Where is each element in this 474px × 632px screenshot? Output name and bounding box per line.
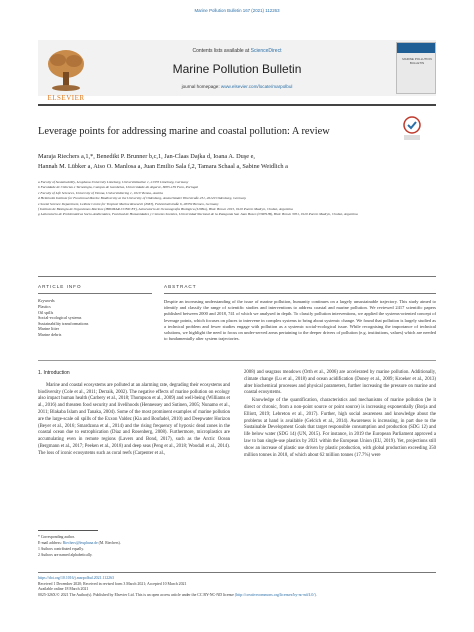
keyword-item: Oil spills — [38, 309, 54, 315]
homepage-link[interactable]: www.elsevier.com/locate/marpolbul — [220, 84, 293, 89]
publisher-name: ELSEVIER — [47, 94, 85, 102]
article-info-heading: ARTICLE INFO — [38, 284, 82, 289]
keyword-item: Marine debris — [38, 331, 62, 337]
body-right-column — [244, 370, 436, 460]
publication-info — [38, 576, 436, 598]
header-divider — [38, 104, 436, 106]
email-label: E-mail address: — [38, 541, 63, 545]
issn-text: 0025-326X/© 2021 The Author(s). Published by Elsevier Ltd. This is an open access article under the CC BY-NC-ND license — [38, 592, 234, 597]
footnote-2: 2 Authors are named alphabetically. — [38, 553, 93, 557]
available-online: Available online 18 March 2021 — [38, 587, 89, 592]
introduction-heading: 1. Introduction — [38, 370, 70, 376]
journal-cover-image — [396, 42, 436, 94]
affiliation-item: b Faculdade de Ciências e Tecnologia, Campus de Gambelas, Universidade do Algarve, 8005-139 Faro, Portugal — [38, 185, 199, 190]
authors-line-2[interactable]: Hannah M. Lübker a, Aiso O. Manlosa a, Juan Emilio Sala f,2, Tamara Schaal a, Sabine Weidlich a — [38, 163, 288, 170]
sciencedirect-link[interactable]: ScienceDirect — [250, 48, 282, 54]
keyword-item: Marine litter — [38, 326, 60, 332]
affiliation-item: e Social Science Department, Leibniz Centre for Tropical Marine Research (ZMT), Fahrenheitstraße 6, 28359 Bremen, Germany — [38, 201, 219, 206]
article-title: Leverage points for addressing marine and coastal pollution: A review — [38, 126, 330, 137]
received-dates: Received 1 December 2020; Received in revised form 3 March 2021; Accepted 10 March 2021 — [38, 581, 187, 586]
journal-title: Marine Pollution Bulletin — [172, 62, 302, 76]
body-paragraph: Marine and coastal ecosystems are polluted at an alarming rate, degrading their ecosystems and biodiversity (Cole et al., 2011; Derraik, 2002). The negative effects of marine pollution on ecology also impact human health (Carbery et al., 2018; Thompson et al., 2009) and well-being (Williams et al., 2016) and threaten food security and livelihoods (Hennessey and Sutinen, 2005; Nunamo et al., 2011; Blakaba Islam and Tanaka, 2004). Some of the most prominent examples of marine pollution are the large-scale oil spills of the Exxon Valdez (Kia and Boufadel, 2010) and Deepwater Horizon (Beyer et al., 2016; Smardzona et al., 2014) and the rising frequency of hypoxic dead zones in the coastal ocean due to eutrophication (Diaz and Rosenberg, 2008). Furthermore, microplastics are accumulating even in remote regions (Lavers and Bond, 2017), such as the Arctic Ocean (Bergmann et al., 2017; Peeken et al., 2018) and deep seas (Peng et al., 2018; Woodall et al., 2014). The loss of iconic ecosystems such as coral reefs (Carpenter et al., — [38, 382, 230, 456]
affiliation-item: a Faculty of Sustainability, Leuphana University Lüneburg, Universitätsallee 1, 21335 Lüneburg, Germany — [38, 180, 189, 184]
cover-title: MARINE POLLUTION BULLETIN — [402, 57, 432, 65]
keywords-label: Keywords — [38, 298, 55, 303]
email-suffix: (M. Riechers). — [97, 541, 121, 545]
affiliation-item: g Laboratorio de Problemáticas Socio-Ambientales, Facultad de Humanidades y Ciencias Sociales, Universidad Nacional de la Patagonia San Juan Bosco (UNPSJB), Blvd. Brown 3051, 9120 Puerto Madryn, Chubut, Argentina — [38, 212, 358, 217]
keyword-item: Sustainability transformations — [38, 320, 89, 326]
affiliation-item: c Faculty of Life Sciences, University of Vienna, Universitätsring 1, 1010 Vienna, Austria — [38, 190, 164, 195]
email-link[interactable]: Riechers@leuphana.de — [62, 541, 98, 545]
abstract-text: Despite an increasing understanding of the issue of marine pollution, humanity continues on a largely unsustainable trajectory. This study aimed to identify and classify the range of scientific studies and interventions to address coastal and marine pollution. We reviewed 2417 scientific papers published between 2000 and 2018, 741 of which we analysed in depth. To classify pollution interventions, we applied the systems-oriented concept of leverage points, which focuses on places to intervene in complex systems to bring about systemic change. We found that pollution is largely studied as a technical problem and fewer studies engage with pollution as a systemic social-ecological issue. While recognising the importance of technical solutions, we highlight the need to focus on under-served areas pertaining to the deeper drivers of pollution (e.g. institutions, values) which are needed to fundamentally alter system trajectories. — [164, 299, 436, 342]
section-divider — [38, 276, 436, 277]
journal-citation[interactable]: Marine Pollution Bulletin 167 (2021) 112263 — [194, 8, 280, 13]
footnotes — [38, 534, 238, 558]
body-left-column — [38, 370, 230, 459]
cover-band — [397, 43, 435, 53]
abstract-bottom-divider — [38, 360, 436, 361]
footer-divider — [38, 572, 436, 573]
abstract-heading: ABSTRACT — [164, 284, 197, 289]
author-list — [38, 152, 436, 172]
corresponding-author-note: * Corresponding author. — [38, 535, 75, 539]
footnote-1: 1 Authors contributed equally. — [38, 547, 84, 551]
doi-link[interactable]: https://doi.org/10.1016/j.marpolbul.2021.112263 — [38, 576, 114, 580]
affiliation-item: d Helmholtz Institute for Functional Marine Biodiversity at the University of Oldenburg, Ammerländer Heerstraße 231, 26129 Oldenburg, Germany — [38, 196, 247, 201]
contents-prefix: Contents lists available at — [192, 48, 251, 54]
body-paragraph: 2008) and seagrass meadows (Orth et al., 2006) are accelerated by marine pollution. Additionally, climate change (Lu et al., 2018) and ocean acidification (Doney et al., 2009; Kroeker et al., 2013) alter biochemical processes and physical parameters, further increasing the pressure on marine and coastal ecosystems. — [244, 370, 436, 396]
footnote-divider — [38, 530, 98, 531]
authors-line-1[interactable]: Maraja Riechers a,1,*, Benedikt P. Brunner b,c,1, Jan-Claas Dajka d, Ioana A. Duşe e, — [38, 153, 256, 160]
abstract-divider — [164, 293, 436, 294]
license-link[interactable]: (http://creativecommons.org/licenses/by-nc-nd/4.0/). — [234, 592, 317, 597]
article-info-divider — [38, 293, 152, 294]
keyword-item: Social-ecological systems — [38, 315, 82, 321]
homepage-prefix: journal homepage: — [181, 84, 221, 89]
affiliation-list — [38, 180, 436, 218]
keyword-item: Plastics — [38, 304, 51, 309]
body-paragraph: Knowledge of the quantification, characteristics and mechanisms of marine pollution (be it direct or chronic, from a non-point source or point source) is increasing exponentially (Borja and Elliott, 2019; Lebreton et al., 2017). Further, high social awareness and knowledge about the problems at hand is available (Gelcich et al., 2014). Awareness is increasing, in part due to the Sustainable Development Goals that target responsible consumption and production (SDG 12) and life below water (SDG 14) (UN, 2015). For instance, in 2019 the European Parliament approved a law to ban single-use plastics by 2021 within the European Union (EU, 2019). Yet, projections still show an increase of plastic use driven by plastic production, with global production exceeding 350 million tonnes in 2018, of which about 62 million tonnes (17.7%) were — [244, 398, 436, 458]
issn-license — [38, 593, 436, 599]
keywords-list — [38, 304, 152, 338]
check-for-updates-icon[interactable] — [402, 116, 422, 142]
affiliation-item: f Instituto de Biología de Organismos Marinos (IBIOMAR-CONICET), Laboratorio de Oceanografía Biológica (LOBio), Blvd. Brown 2915, 9120 Puerto Madryn, Chubut, Argentina — [38, 207, 293, 212]
